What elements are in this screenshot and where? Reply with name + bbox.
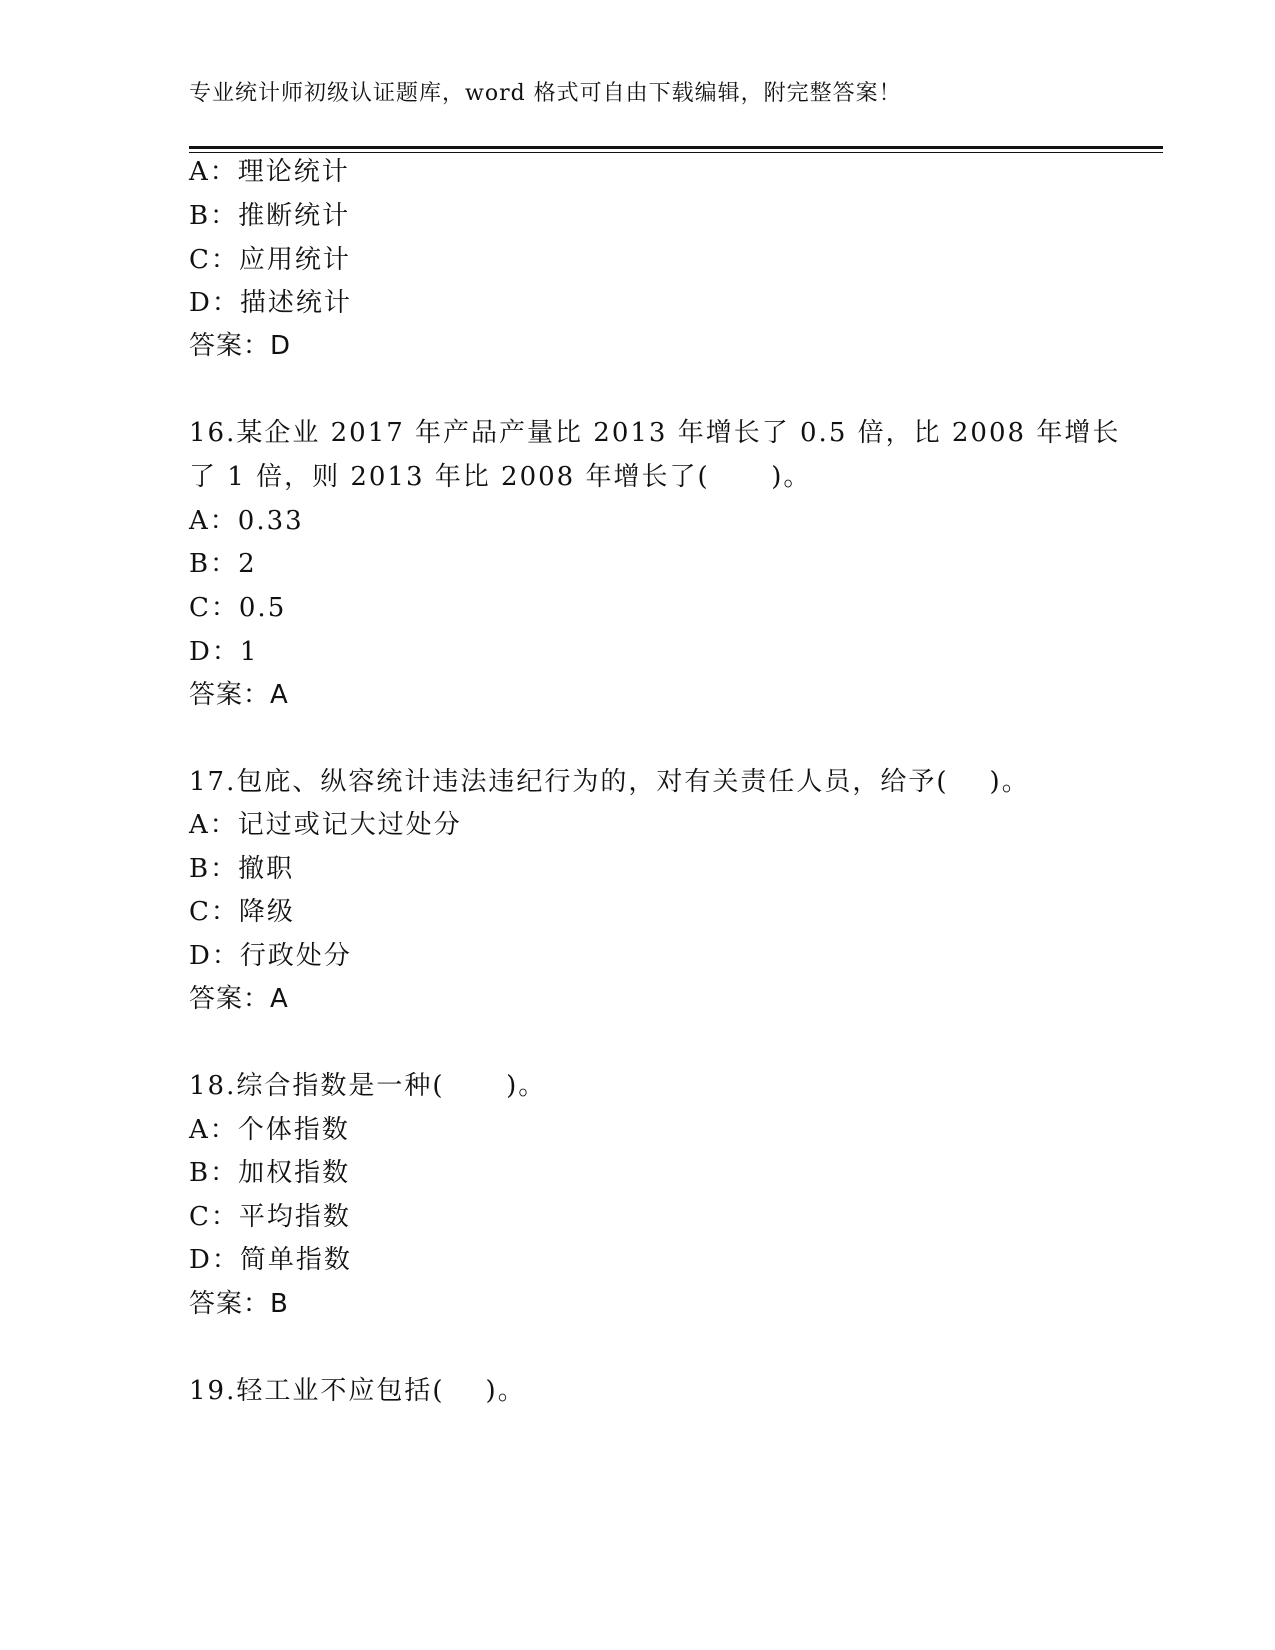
header-rule-thin <box>189 152 1163 153</box>
q16-stem-line2: 了 1 倍，则 2013 年比 2008 年增长了( )。 <box>189 462 812 492</box>
header-rule-thick <box>189 146 1163 149</box>
q16-option-d: D：1 <box>189 637 259 667</box>
q16-answer: 答案：A <box>189 680 289 710</box>
q17-answer: 答案：A <box>189 984 289 1014</box>
q18-option-b: B：加权指数 <box>189 1158 351 1188</box>
q17-option-d: D：行政处分 <box>189 941 352 971</box>
q16-option-c: C：0.5 <box>189 593 287 623</box>
q18-option-c: C：平均指数 <box>189 1202 351 1232</box>
q19-stem-line1: 19.轻工业不应包括( )。 <box>189 1376 526 1406</box>
q18-option-a: A：个体指数 <box>189 1115 350 1145</box>
q17-stem-line1: 17.包庇、纵容统计违法违纪行为的，对有关责任人员，给予( )。 <box>189 767 1030 797</box>
page-header: 专业统计师初级认证题库，word 格式可自由下载编辑，附完整答案！ <box>189 81 902 106</box>
q15-option-d: D：描述统计 <box>189 288 352 318</box>
q18-answer: 答案：B <box>189 1289 289 1319</box>
q18-stem-line1: 18.综合指数是一种( )。 <box>189 1071 547 1101</box>
q15-answer: 答案：D <box>189 331 292 361</box>
q17-option-a: A：记过或记大过处分 <box>189 810 462 840</box>
q17-option-c: C：降级 <box>189 897 295 927</box>
q15-option-b: B：推断统计 <box>189 201 351 231</box>
q16-option-b: B：2 <box>189 549 257 579</box>
q15-option-a: A：理论统计 <box>189 157 350 187</box>
q17-option-b: B：撤职 <box>189 854 295 884</box>
q15-option-c: C：应用统计 <box>189 245 351 275</box>
q16-option-a: A：0.33 <box>189 506 304 536</box>
q16-stem-line1: 16.某企业 2017 年产品产量比 2013 年增长了 0.5 倍，比 2008 年增长 <box>189 418 1121 448</box>
q18-option-d: D：简单指数 <box>189 1245 352 1275</box>
